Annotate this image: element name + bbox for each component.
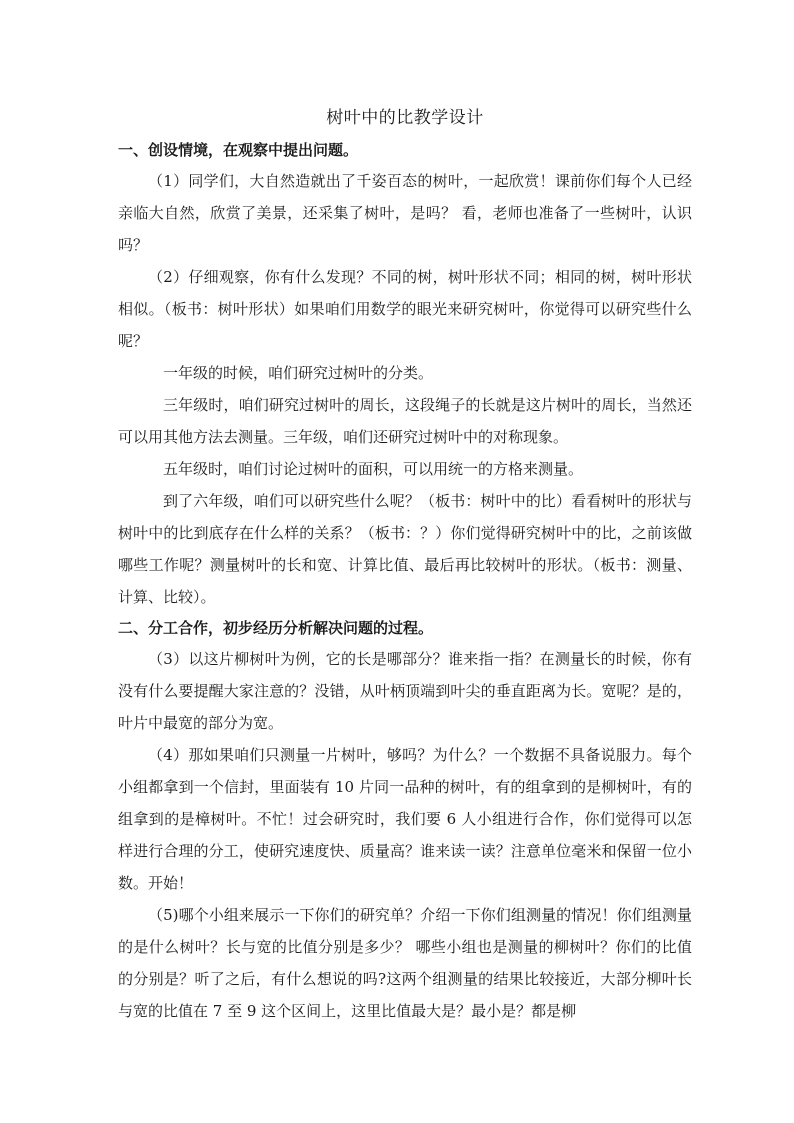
paragraph-1-3: 一年级的时候，咱们研究过树叶的分类。	[163, 364, 434, 382]
paragraph-1-6: 到了六年级，咱们可以研究些什么呢？（板书：树叶中的比）看看树叶的形状与树叶中的比到底存在什么样的关系？（板书：？）你们觉得研究树叶中的比，之前该做哪些工作呢？测量树叶的长和宽、计算比值、最后再比较树叶的形状。（板书：测量、计算、比较）。	[118, 492, 692, 606]
paragraph-1-5: 五年级时，咱们讨论过树叶的面积，可以用统一的方格来测量。	[163, 460, 584, 478]
document-body	[118, 103, 692, 1027]
paragraph-2-1: （3）以这片柳树叶为例，它的长是哪部分？谁来指一指？在测量长的时候，你有没有什么要提醒大家注意的？没错，从叶柄顶端到叶尖的垂直距离为长。宽呢？是的，叶片中最宽的部分为宽。	[118, 650, 692, 732]
paragraph-1-4: 三年级时，咱们研究过树叶的周长，这段绳子的长就是这片树叶的周长，当然还可以用其他方法去测量。三年级，咱们还研究过树叶中的对称现象。	[118, 396, 692, 446]
section-heading-2: 二、分工合作，初步经历分析解决问题的过程。	[118, 619, 434, 637]
paragraph-2-2: （4）那如果咱们只测量一片树叶，够吗？为什么？一个数据不具备说服力。每个小组都拿到一个信封，里面装有 10 片同一品种的树叶，有的组拿到的是柳树叶，有的组拿到的是樟树叶。不忙！过会研究时，我们要 6 人小组进行合作，你们觉得可以怎样进行合理的分工，使研究速度快、质量高？谁来读一读？注意单位毫米和保留一位小数。开始！	[118, 746, 692, 892]
section-heading-1: 一、创设情境，在观察中提出问题。	[118, 141, 359, 159]
paragraph-2-3: （5)哪个小组来展示一下你们的研究单？介绍一下你们组测量的情况！你们组测量的是什么树叶？长与宽的比值分别是多少？ 哪些小组也是测量的柳树叶？你们的比值的分别是？听了之后，有什么想说的吗?这两个组测量的结果比较接近，大部分柳叶长与宽的比值在 7 至 9 这个区间上，这里比值最大是？最小是？都是柳	[118, 906, 692, 1020]
paragraph-1-2: （2）仔细观察，你有什么发现？不同的树，树叶形状不同；相同的树，树叶形状相似。（板书：树叶形状）如果咱们用数学的眼光来研究树叶，你觉得可以研究些什么呢？	[118, 268, 692, 350]
paragraph-1-1: （1）同学们，大自然造就出了千姿百态的树叶，一起欣赏！课前你们每个人已经亲临大自然，欣赏了美景，还采集了树叶，是吗？ 看，老师也准备了一些树叶，认识吗？	[118, 172, 692, 254]
document-title: 树叶中的比教学设计	[326, 108, 484, 128]
